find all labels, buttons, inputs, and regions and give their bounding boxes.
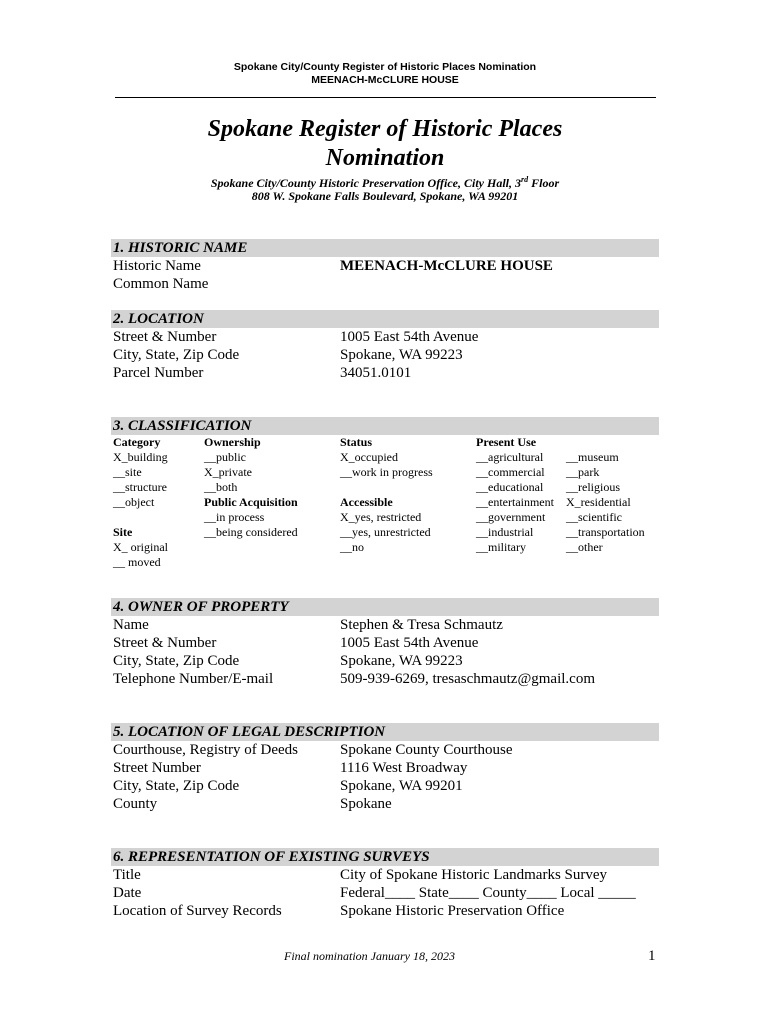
field-label: County bbox=[113, 796, 158, 812]
field-value: Spokane Historic Preservation Office bbox=[340, 903, 565, 919]
acquisition-heading: Public Acquisition bbox=[204, 495, 298, 509]
field-value: MEENACH-McCLURE HOUSE bbox=[340, 258, 553, 274]
present-use-item: __government bbox=[476, 510, 546, 524]
field-label: Date bbox=[113, 885, 142, 901]
running-header-property: MEENACH-McCLURE HOUSE bbox=[311, 74, 459, 86]
field-value: Spokane County Courthouse bbox=[340, 742, 513, 758]
present-use-item: __museum bbox=[566, 450, 619, 464]
present-use-item: __scientific bbox=[566, 510, 622, 524]
site-item: __ moved bbox=[113, 555, 161, 569]
status-item: X_occupied bbox=[340, 450, 398, 464]
ownership-item: __both bbox=[204, 480, 238, 494]
category-item: __object bbox=[113, 495, 155, 509]
acquisition-item: __in process bbox=[204, 510, 265, 524]
field-label: Historic Name bbox=[113, 258, 201, 274]
running-header-title: Spokane City/County Register of Historic Places Nomination bbox=[233, 61, 537, 73]
office-text: Spokane City/County Historic Preservation Office, City Hall, 3 bbox=[210, 176, 521, 190]
present-use-item: __military bbox=[476, 540, 526, 554]
section-title: 6. REPRESENTATION OF EXISTING SURVEYS bbox=[113, 849, 430, 865]
field-value: 1116 West Broadway bbox=[340, 760, 468, 776]
field-label: Parcel Number bbox=[113, 365, 204, 381]
page-title: Spokane Register of Historic Places bbox=[207, 116, 563, 142]
section-title: 4. OWNER OF PROPERTY bbox=[113, 599, 289, 615]
accessible-item: __yes, unrestricted bbox=[340, 525, 431, 539]
site-heading: Site bbox=[113, 525, 133, 539]
field-label: City, State, Zip Code bbox=[113, 347, 240, 363]
field-label: Courthouse, Registry of Deeds bbox=[113, 742, 298, 758]
field-label: Street & Number bbox=[113, 329, 217, 345]
field-label: Common Name bbox=[113, 276, 209, 292]
page-title-line2: Nomination bbox=[325, 145, 445, 171]
accessible-item: __no bbox=[340, 540, 364, 554]
footer-text: Final nomination January 18, 2023 bbox=[284, 949, 455, 963]
field-value: 509-939-6269, tresaschmautz@gmail.com bbox=[340, 671, 595, 687]
field-value: Spokane, WA 99201 bbox=[340, 778, 463, 794]
page-number: 1 bbox=[648, 948, 656, 964]
accessible-heading: Accessible bbox=[340, 495, 393, 509]
field-value: Spokane, WA 99223 bbox=[340, 347, 463, 363]
section-title: 5. LOCATION OF LEGAL DESCRIPTION bbox=[113, 724, 386, 740]
field-value: City of Spokane Historic Landmarks Survey bbox=[340, 867, 608, 883]
field-label: Street Number bbox=[113, 760, 201, 776]
present-use-item: __religious bbox=[566, 480, 620, 494]
ownership-heading: Ownership bbox=[204, 435, 261, 449]
category-item: __structure bbox=[113, 480, 167, 494]
category-item: __site bbox=[113, 465, 142, 479]
present-use-item: X_residential bbox=[566, 495, 631, 509]
present-use-item: __educational bbox=[476, 480, 544, 494]
field-label: Street & Number bbox=[113, 635, 217, 651]
ownership-item: X_private bbox=[204, 465, 252, 479]
field-label: Title bbox=[113, 867, 141, 883]
office-sup: rd bbox=[520, 175, 529, 184]
field-label: Location of Survey Records bbox=[113, 903, 282, 919]
status-item: __work in progress bbox=[340, 465, 433, 479]
field-value: Spokane bbox=[340, 796, 392, 812]
present-use-item: __agricultural bbox=[476, 450, 544, 464]
ownership-item: __public bbox=[204, 450, 246, 464]
field-label: Telephone Number/E-mail bbox=[113, 671, 274, 687]
field-value: Federal____ State____ County____ Local _____ bbox=[340, 885, 636, 901]
field-value: 1005 East 54th Avenue bbox=[340, 329, 479, 345]
field-label: City, State, Zip Code bbox=[113, 653, 240, 669]
accessible-item: X_yes, restricted bbox=[340, 510, 422, 524]
present-use-heading: Present Use bbox=[476, 435, 537, 449]
category-item: X_building bbox=[113, 450, 168, 464]
field-label: Name bbox=[113, 617, 149, 633]
field-value: Stephen & Tresa Schmautz bbox=[340, 617, 503, 633]
category-heading: Category bbox=[113, 435, 161, 449]
acquisition-item: __being considered bbox=[204, 525, 298, 539]
present-use-item: __other bbox=[566, 540, 603, 554]
header-rule bbox=[115, 97, 656, 98]
present-use-item: __industrial bbox=[476, 525, 534, 539]
present-use-item: __entertainment bbox=[476, 495, 554, 509]
office-suffix: Floor bbox=[528, 176, 560, 190]
field-value: 1005 East 54th Avenue bbox=[340, 635, 479, 651]
field-label: City, State, Zip Code bbox=[113, 778, 240, 794]
section-title: 1. HISTORIC NAME bbox=[113, 240, 248, 256]
field-value: Spokane, WA 99223 bbox=[340, 653, 463, 669]
status-heading: Status bbox=[340, 435, 373, 449]
section-title: 3. CLASSIFICATION bbox=[113, 418, 252, 434]
section-title: 2. LOCATION bbox=[113, 311, 204, 327]
present-use-item: __park bbox=[566, 465, 600, 479]
site-item: X_ original bbox=[113, 540, 168, 554]
present-use-item: __commercial bbox=[476, 465, 545, 479]
field-value: 34051.0101 bbox=[340, 365, 412, 381]
present-use-item: __transportation bbox=[566, 525, 645, 539]
office-address: 808 W. Spokane Falls Boulevard, Spokane, WA 99201 bbox=[251, 189, 519, 203]
